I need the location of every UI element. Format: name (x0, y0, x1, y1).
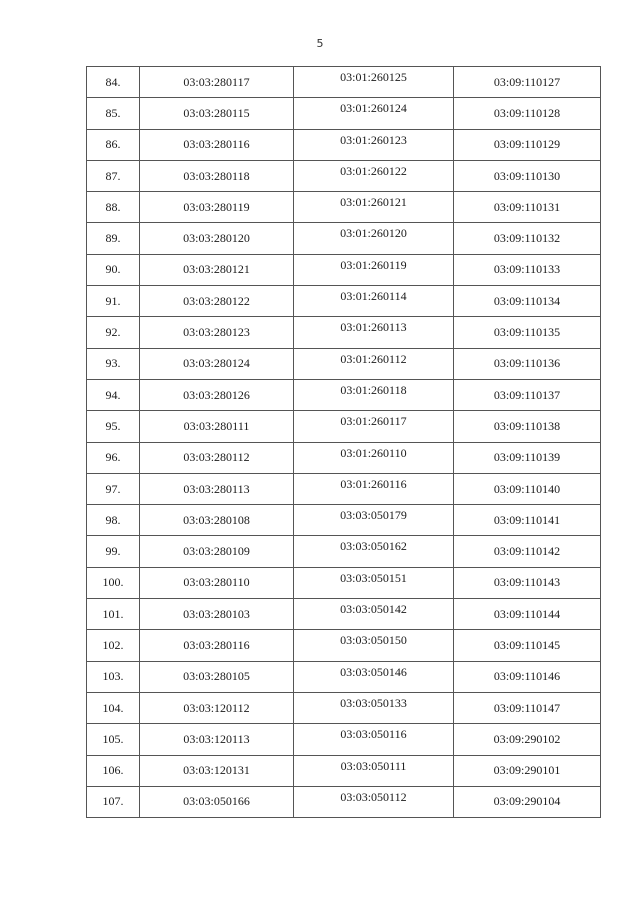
table-row (87, 536, 601, 567)
cadastral-number-cell-2: 03:01:260112 (294, 348, 454, 379)
cadastral-number-cell-1: 03:03:280121 (140, 254, 294, 285)
table-row (87, 286, 601, 317)
row-number-cell: 94. (87, 379, 140, 410)
cadastral-number-cell-1: 03:03:280124 (140, 348, 294, 379)
cadastral-number-cell-1: 03:03:280109 (140, 536, 294, 567)
cadastral-number-cell-1: 03:03:280113 (140, 473, 294, 504)
table-row (87, 98, 601, 129)
table-row (87, 379, 601, 410)
table-row (87, 348, 601, 379)
cadastral-number-cell-2: 03:01:260125 (294, 67, 454, 98)
cadastral-number-cell-3: 03:09:110127 (454, 67, 601, 98)
table-row (87, 599, 601, 630)
cadastral-number-cell-1: 03:03:280105 (140, 661, 294, 692)
table-row (87, 67, 601, 98)
row-number-cell: 97. (87, 473, 140, 504)
cadastral-number-cell-2: 03:01:260113 (294, 317, 454, 348)
cadastral-number-cell-2: 03:03:050146 (294, 661, 454, 692)
cadastral-number-cell-2: 03:03:050162 (294, 536, 454, 567)
cadastral-number-cell-2: 03:01:260121 (294, 192, 454, 223)
cadastral-number-cell-2: 03:03:050111 (294, 755, 454, 786)
row-number-cell: 99. (87, 536, 140, 567)
row-number-cell: 106. (87, 755, 140, 786)
cadastral-number-cell-2: 03:01:260118 (294, 379, 454, 410)
cadastral-number-cell-2: 03:03:050116 (294, 724, 454, 755)
cadastral-number-cell-2: 03:01:260122 (294, 160, 454, 191)
table-row (87, 160, 601, 191)
table-row (87, 786, 601, 817)
cadastral-number-cell-3: 03:09:110137 (454, 379, 601, 410)
cadastral-number-cell-3: 03:09:110145 (454, 630, 601, 661)
cadastral-number-cell-2: 03:03:050142 (294, 599, 454, 630)
cadastral-number-cell-2: 03:01:260124 (294, 98, 454, 129)
row-number-cell: 92. (87, 317, 140, 348)
cadastral-number-cell-3: 03:09:110135 (454, 317, 601, 348)
cadastral-number-cell-2: 03:01:260110 (294, 442, 454, 473)
cadastral-number-cell-2: 03:01:260114 (294, 286, 454, 317)
row-number-cell: 93. (87, 348, 140, 379)
cadastral-number-cell-3: 03:09:110141 (454, 505, 601, 536)
cadastral-number-cell-1: 03:03:280120 (140, 223, 294, 254)
cadastral-number-cell-2: 03:03:050133 (294, 692, 454, 723)
cadastral-number-cell-2: 03:01:260123 (294, 129, 454, 160)
row-number-cell: 89. (87, 223, 140, 254)
cadastral-number-cell-1: 03:03:280112 (140, 442, 294, 473)
row-number-cell: 91. (87, 286, 140, 317)
cadastral-number-cell-1: 03:03:280126 (140, 379, 294, 410)
cadastral-number-cell-1: 03:03:280116 (140, 129, 294, 160)
cadastral-number-cell-2: 03:03:050150 (294, 630, 454, 661)
cadastral-number-cell-2: 03:01:260120 (294, 223, 454, 254)
cadastral-number-cell-3: 03:09:110130 (454, 160, 601, 191)
cadastral-number-cell-3: 03:09:110144 (454, 599, 601, 630)
cadastral-number-cell-1: 03:03:280123 (140, 317, 294, 348)
row-number-cell: 103. (87, 661, 140, 692)
cadastral-number-cell-3: 03:09:290101 (454, 755, 601, 786)
cadastral-number-cell-3: 03:09:110143 (454, 567, 601, 598)
table-row (87, 724, 601, 755)
row-number-cell: 86. (87, 129, 140, 160)
cadastral-number-cell-3: 03:09:110133 (454, 254, 601, 285)
table-row (87, 505, 601, 536)
table-row (87, 254, 601, 285)
row-number-cell: 87. (87, 160, 140, 191)
cadastral-number-cell-3: 03:09:110139 (454, 442, 601, 473)
cadastral-number-cell-1: 03:03:280103 (140, 599, 294, 630)
cadastral-number-cell-1: 03:03:280118 (140, 160, 294, 191)
row-number-cell: 85. (87, 98, 140, 129)
row-number-cell: 104. (87, 692, 140, 723)
table-row (87, 661, 601, 692)
cadastral-number-cell-3: 03:09:290104 (454, 786, 601, 817)
cadastral-number-cell-1: 03:03:280117 (140, 67, 294, 98)
cadastral-number-cell-1: 03:03:120131 (140, 755, 294, 786)
cadastral-number-cell-1: 03:03:280111 (140, 411, 294, 442)
row-number-cell: 102. (87, 630, 140, 661)
cadastral-number-table (86, 66, 601, 818)
cadastral-number-cell-1: 03:03:050166 (140, 786, 294, 817)
cadastral-number-cell-3: 03:09:290102 (454, 724, 601, 755)
cadastral-number-cell-3: 03:09:110142 (454, 536, 601, 567)
cadastral-number-cell-1: 03:03:280115 (140, 98, 294, 129)
cadastral-number-cell-3: 03:09:110132 (454, 223, 601, 254)
cadastral-number-cell-3: 03:09:110136 (454, 348, 601, 379)
row-number-cell: 84. (87, 67, 140, 98)
cadastral-number-cell-3: 03:09:110131 (454, 192, 601, 223)
cadastral-number-cell-1: 03:03:280122 (140, 286, 294, 317)
cadastral-number-cell-2: 03:03:050151 (294, 567, 454, 598)
table-row (87, 192, 601, 223)
cadastral-number-cell-3: 03:09:110138 (454, 411, 601, 442)
table-row (87, 129, 601, 160)
table-row (87, 567, 601, 598)
cadastral-number-cell-2: 03:01:260117 (294, 411, 454, 442)
row-number-cell: 90. (87, 254, 140, 285)
table-row (87, 473, 601, 504)
cadastral-number-cell-3: 03:09:110129 (454, 129, 601, 160)
table-row (87, 442, 601, 473)
row-number-cell: 101. (87, 599, 140, 630)
cadastral-number-cell-2: 03:03:050112 (294, 786, 454, 817)
cadastral-number-cell-1: 03:03:120113 (140, 724, 294, 755)
cadastral-number-cell-3: 03:09:110128 (454, 98, 601, 129)
row-number-cell: 95. (87, 411, 140, 442)
cadastral-number-cell-1: 03:03:120112 (140, 692, 294, 723)
table-row (87, 692, 601, 723)
cadastral-number-cell-3: 03:09:110140 (454, 473, 601, 504)
cadastral-number-cell-2: 03:01:260116 (294, 473, 454, 504)
table-row (87, 755, 601, 786)
cadastral-number-cell-1: 03:03:280119 (140, 192, 294, 223)
cadastral-number-cell-1: 03:03:280108 (140, 505, 294, 536)
page-number: 5 (316, 37, 324, 50)
cadastral-number-cell-3: 03:09:110134 (454, 286, 601, 317)
cadastral-number-cell-3: 03:09:110147 (454, 692, 601, 723)
cadastral-number-cell-1: 03:03:280110 (140, 567, 294, 598)
table-row (87, 411, 601, 442)
row-number-cell: 105. (87, 724, 140, 755)
row-number-cell: 88. (87, 192, 140, 223)
table-body (87, 67, 601, 818)
row-number-cell: 96. (87, 442, 140, 473)
cadastral-number-cell-1: 03:03:280116 (140, 630, 294, 661)
table-row (87, 223, 601, 254)
cadastral-number-cell-2: 03:01:260119 (294, 254, 454, 285)
row-number-cell: 98. (87, 505, 140, 536)
table-row (87, 630, 601, 661)
table-row (87, 317, 601, 348)
row-number-cell: 107. (87, 786, 140, 817)
cadastral-number-cell-2: 03:03:050179 (294, 505, 454, 536)
cadastral-number-cell-3: 03:09:110146 (454, 661, 601, 692)
row-number-cell: 100. (87, 567, 140, 598)
